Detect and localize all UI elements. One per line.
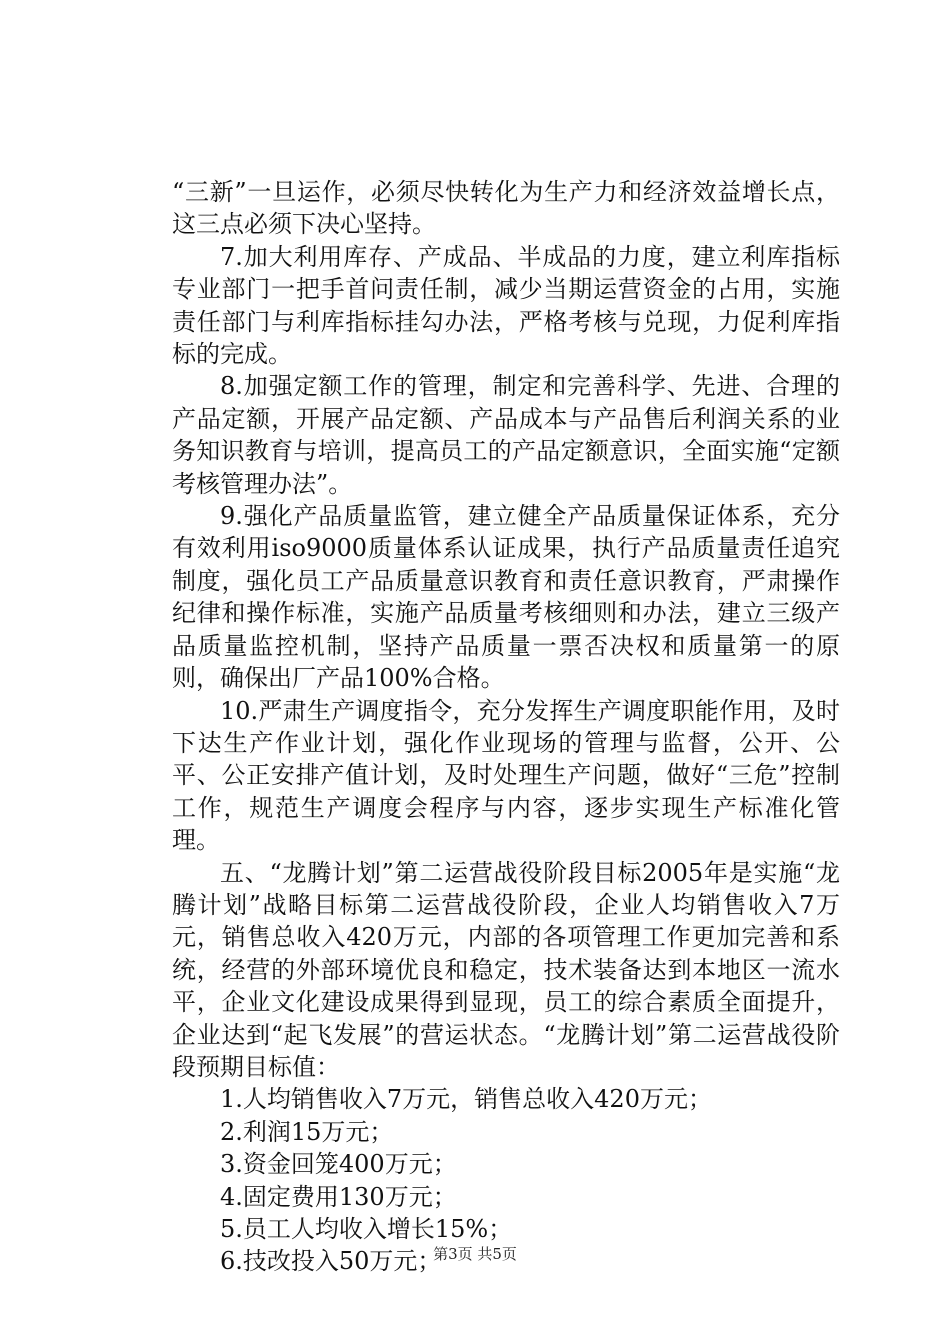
paragraph-continuation: “三新”一旦运作，必须尽快转化为生产力和经济效益增长点，这三点必须下决心坚持。 bbox=[172, 178, 840, 239]
paragraph-item-7: 7.加大利用库存、产成品、半成品的力度，建立利库指标专业部门一把手首问责任制，减少当期运营资金的占用，实施责任部门与利库指标挂勾办法，严格考核与兑现，力促利库指标的完成。 bbox=[172, 242, 840, 369]
target-item: 6.技改投入50万元； bbox=[220, 1247, 442, 1276]
paragraph-item-10: 10.严肃生产调度指令，充分发挥生产调度职能作用，及时下达生产作业计划，强化作业现场的管理与监督，公开、公平、公正安排产值计划，及时处理生产问题，做好“三危”控制工作，规范生产调度会程序与内容，逐步实现生产标准化管理。 bbox=[172, 696, 840, 855]
document-body bbox=[172, 176, 840, 1278]
page-footer: 第3页 共5页 bbox=[433, 1245, 517, 1263]
paragraph-item-9: 9.强化产品质量监管，建立健全产品质量保证体系，充分有效利用iso9000质量体系认证成果，执行产品质量责任追究制度，强化员工产品质量意识教育和责任意识教育，严肃操作纪律和操作标准，实施产品质量考核细则和办法，建立三级产品质量监控机制，坚持产品质量一票否决权和质量第一的原则，确保出厂产品100%合格。 bbox=[172, 502, 840, 693]
target-item: 1.人均销售收入7万元，销售总收入420万元； bbox=[220, 1085, 712, 1114]
target-item: 5.员工人均收入增长15%； bbox=[220, 1215, 513, 1243]
paragraph-section-5: 五、“龙腾计划”第二运营战役阶段目标2005年是实施“龙腾计划”战略目标第二运营战役阶段，企业人均销售收入7万元，销售总收入420万元，内部的各项管理工作更加完善和系统，经营的外部环境优良和稳定，技术装备达到本地区一流水平，企业文化建设成果得到显现，员工的综合素质全面提升，企业达到“起飞发展”的营运状态。“龙腾计划”第二运营战役阶段预期目标值： bbox=[172, 858, 840, 1081]
target-item: 3.资金回笼400万元； bbox=[220, 1150, 457, 1179]
paragraph-item-8: 8.加强定额工作的管理，制定和完善科学、先进、合理的产品定额，开展产品定额、产品成本与产品售后利润关系的业务知识教育与培训，提高员工的产品定额意识，全面实施“定额考核管理办法”。 bbox=[172, 372, 840, 498]
target-item: 2.利润15万元； bbox=[220, 1117, 394, 1146]
target-item: 4.固定费用130万元； bbox=[220, 1182, 457, 1211]
